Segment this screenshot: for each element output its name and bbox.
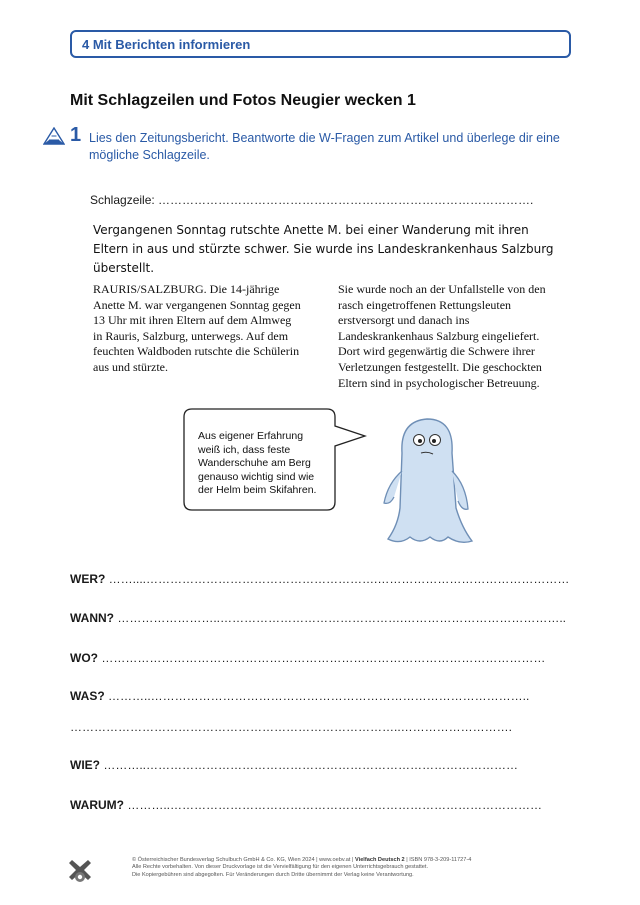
question-was[interactable] (70, 689, 570, 703)
footer-line-3: Die Kopiergebühren sind abgegolten. Für Veränderungen durch Dritte übernimmt der Verlag keine Verantwortung. (132, 871, 414, 878)
answer-line: ………..………………………………………………………………………………….. (104, 689, 530, 703)
level-triangle-icon (43, 127, 65, 145)
ghost-mascot-icon (372, 413, 482, 548)
answer-line: ……....………………………………………………….………………………………………… (105, 572, 570, 586)
question-label: WARUM? (70, 798, 124, 812)
question-label: WANN? (70, 611, 114, 625)
question-label: WAS? (70, 689, 105, 703)
question-wann[interactable] (70, 611, 570, 625)
chapter-title: 4 Mit Berichten informieren (82, 37, 251, 52)
answer-line: ………………………………………………………………………………………………… (98, 651, 546, 665)
footer-line-1 (132, 857, 572, 864)
chapter-header-box (70, 30, 571, 58)
task-instruction: Lies den Zeitungsbericht. Beantworte die W-Fragen zum Artikel und überlege dir eine mögliche Schlagzeile. (89, 131, 560, 162)
answer-line: ……………………..……………………………………….………………………………….. (114, 611, 567, 625)
headline-blank: …………………………………………………………………………………. (158, 193, 534, 207)
question-label: WO? (70, 651, 98, 665)
answer-line: ………..………………………………………………………………………………… (100, 758, 519, 772)
headline-label: Schlagzeile: (90, 193, 159, 207)
footer-copyright (132, 857, 572, 879)
answer-line: ………..………………………………………………………………………………… (124, 798, 543, 812)
page-title: Mit Schlagzeilen und Fotos Neugier wecken 1 (70, 92, 416, 109)
article-lead: Vergangenen Sonntag rutschte Anette M. bei einer Wanderung mit ihren Eltern in aus und stürzte schwer. Sie wurde ins Landeskrankenhaus Salzburg überstellt. (93, 223, 554, 275)
headline-field[interactable] (90, 193, 533, 207)
article-column-left: RAURIS/SALZBURG. Die 14-jährige Anette M. war vergangenen Sonntag gegen 13 Uhr mit ihren Eltern auf dem Almweg in Rauris, Salzburg, unterwegs. Auf dem feuchten Waldboden rutschte die Schülerin aus und stürzte. (93, 282, 301, 374)
question-label: WIE? (70, 758, 100, 772)
question-label: WER? (70, 572, 106, 586)
oebv-logo-icon (68, 857, 94, 883)
article-column-right: Sie wurde noch an der Unfallstelle von den rasch eingetroffenen Rettungsleuten erstversorgt und danach ins Landeskrankenhaus Salzburg eingeliefert. Dort wird gegenwärtig die Schwere ihrer Verletzungen festgestellt. Die geschockten Eltern sind in psychologischer Betreuung. (338, 282, 546, 390)
question-was-continuation[interactable] (70, 720, 570, 734)
answer-line: ………………………………………………………………………..………………………. (70, 720, 513, 734)
question-wer[interactable] (70, 572, 570, 586)
footer-copyright-text: © Österreichischer Bundesverlag Schulbuch GmbH & Co. KG, Wien 2024 | www.oebv.at | (132, 857, 356, 863)
question-wie[interactable] (70, 758, 570, 772)
question-wo[interactable] (70, 651, 570, 665)
footer-isbn: | ISBN 978-3-209-11727-4 (404, 857, 472, 863)
question-warum[interactable] (70, 798, 570, 812)
speech-bubble-text: Aus eigener Erfahrung weiß ich, dass feste Wanderschuhe am Berg genauso wichtig sind wie der Helm beim Skifahren. (198, 430, 317, 496)
footer-book-title: Vielfach Deutsch 2 (355, 857, 405, 863)
task-number: 1 (70, 124, 82, 146)
footer-line-2: Alle Rechte vorbehalten. Von dieser Druckvorlage ist die Vervielfältigung für den eigenen Unterrichtsgebrauch gestattet. (132, 864, 429, 871)
